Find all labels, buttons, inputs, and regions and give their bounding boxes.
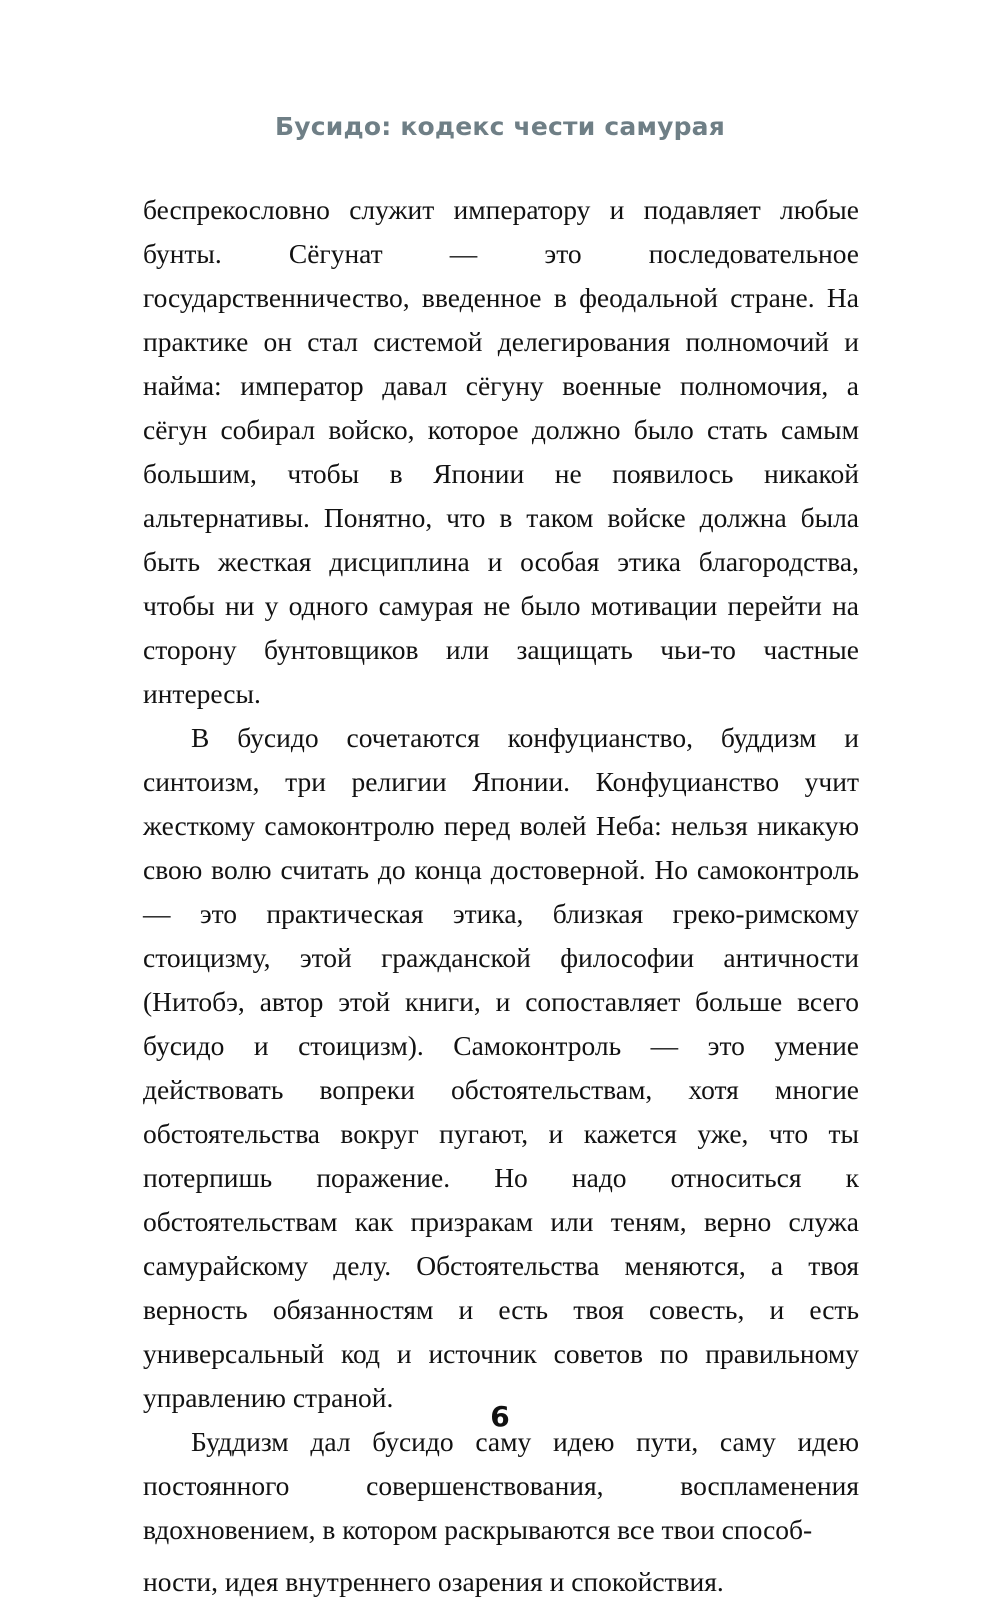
page-bottom-fragment: ности, идея внутреннего озарения и спокойствия. [143,1566,724,1597]
paragraph: В бусидо сочетаются конфуцианство, буддизм и синтоизм, три религии Японии. Конфуцианство учит жесткому самоконтролю перед волей Неба: нельзя никакую свою волю считать до конца достоверной. Но самоконтроль — это практическая этика, близкая греко-римскому стоицизму, этой гражданской философии античности (Нитобэ, автор этой книги, и сопоставляет больше всего бусидо и стоицизм). Самоконтроль — это умение действовать вопреки обстоятельствам, хотя многие обстоятельства вокруг пугают, и кажется уже, что ты потерпишь поражение. Но надо относиться к обстоятельствам как призракам или теням, верно служа самурайскому делу. Обстоятельства меняются, а твоя верность обязанностям и есть твоя совесть, и есть универсальный код и источник советов по правильному управлению страной. [143,722,859,1413]
paragraph: беспрекословно служит императору и подавляет любые бунты. Сёгунат — это последовательное государственничество, введенное в феодальной стране. На практике он стал системой делегирования полномочий и найма: император давал сёгуну военные полномочия, а сёгун собирал войско, которое должно было стать самым большим, чтобы в Японии не появилось никакой альтернативы. Понятно, что в таком войске должна была быть жесткая дисциплина и особая этика благородства, чтобы ни у одного самурая не было мотивации перейти на сторону бунтовщиков или защищать чьи-то частные интересы. [143,194,859,709]
body-text [143,188,859,1552]
paragraph: Буддизм дал бусидо саму идею пути, саму идею постоянного совершенствования, воспламенения вдохновением, в котором раскрываются все твои способ- [143,1426,859,1545]
running-head: Бусидо: кодекс чести самурая [274,112,726,141]
page-number: 6 [490,1400,510,1433]
